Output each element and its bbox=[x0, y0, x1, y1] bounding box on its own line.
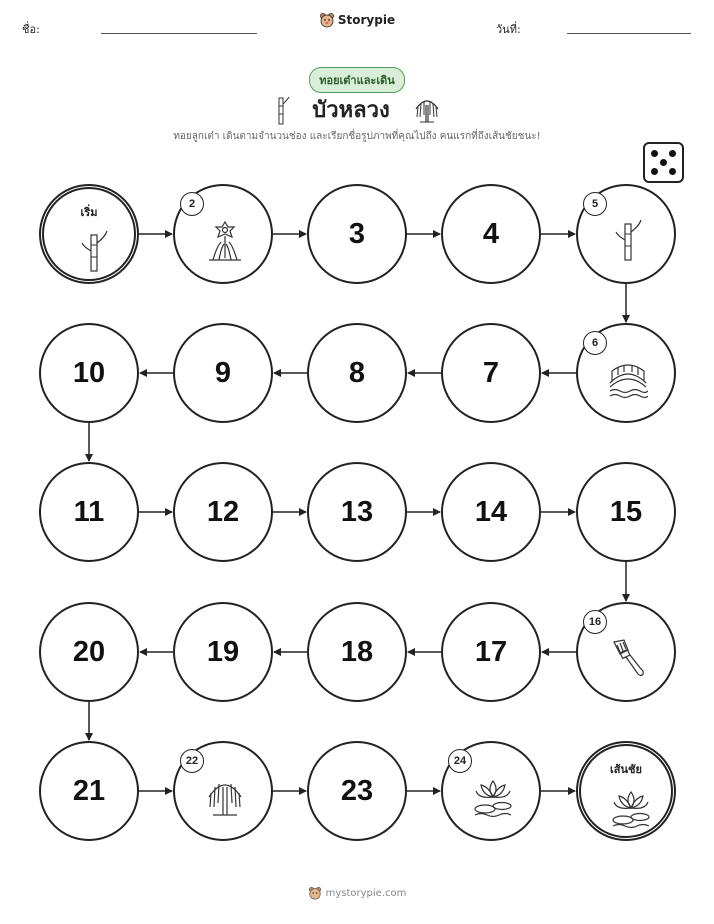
board-space-20[interactable] bbox=[39, 602, 139, 702]
board-space-13[interactable] bbox=[307, 462, 407, 562]
board-space-24[interactable] bbox=[441, 741, 541, 841]
space-number: 3 bbox=[348, 217, 366, 250]
paintbrush-icon bbox=[608, 636, 648, 680]
daffodil-icon bbox=[205, 218, 245, 262]
space-number-badge: 24 bbox=[448, 749, 472, 773]
space-number: 23 bbox=[340, 774, 374, 807]
space-number: 15 bbox=[609, 495, 643, 528]
footer-site: mystorypie.com bbox=[325, 887, 407, 899]
space-number-badge: 5 bbox=[583, 192, 607, 216]
board-space-9[interactable] bbox=[173, 323, 273, 423]
space-number: 21 bbox=[72, 774, 106, 807]
board-space-18[interactable] bbox=[307, 602, 407, 702]
board-space-10[interactable] bbox=[39, 323, 139, 423]
name-label: ชื่อ: bbox=[22, 23, 40, 36]
space-number: 7 bbox=[482, 356, 500, 389]
board-space-19[interactable] bbox=[173, 602, 273, 702]
space-label: เริ่ม bbox=[80, 206, 98, 219]
page-title: บัวหลวง bbox=[312, 98, 390, 123]
board-space-2[interactable] bbox=[173, 184, 273, 284]
start-space[interactable] bbox=[39, 184, 139, 284]
space-number: 20 bbox=[72, 635, 106, 668]
space-number: 8 bbox=[348, 356, 366, 389]
sugarcane-icon bbox=[74, 229, 114, 273]
board-space-16[interactable] bbox=[576, 602, 676, 702]
board-space-11[interactable] bbox=[39, 462, 139, 562]
bridge-icon bbox=[608, 357, 648, 401]
brand-name: Storypie bbox=[337, 13, 396, 27]
space-number: 9 bbox=[214, 356, 232, 389]
storypie-logo-icon bbox=[308, 886, 322, 900]
space-label: เส้นชัย bbox=[610, 763, 642, 776]
board-space-15[interactable] bbox=[576, 462, 676, 562]
sugarcane-icon bbox=[608, 218, 648, 262]
board-space-23[interactable] bbox=[307, 741, 407, 841]
lotus-icon bbox=[473, 775, 513, 819]
willow-tree-icon bbox=[205, 775, 245, 819]
instructions: ทอยลูกเต๋า เดินตามจำนวนช่อง และเรียกชื่อรูปภาพที่คุณไปถึง คนแรกที่ถึงเส้นชัยชนะ! bbox=[173, 131, 541, 142]
space-number: 19 bbox=[206, 635, 240, 668]
space-number-badge: 16 bbox=[583, 610, 607, 634]
board-space-17[interactable] bbox=[441, 602, 541, 702]
space-number: 14 bbox=[474, 495, 508, 528]
space-number: 10 bbox=[72, 356, 106, 389]
board-space-12[interactable] bbox=[173, 462, 273, 562]
board-space-22[interactable] bbox=[173, 741, 273, 841]
space-number: 11 bbox=[73, 495, 105, 528]
board-space-14[interactable] bbox=[441, 462, 541, 562]
space-number: 12 bbox=[206, 495, 240, 528]
date-label: วันที่: bbox=[496, 23, 521, 36]
finish-space[interactable] bbox=[576, 741, 676, 841]
space-number: 18 bbox=[340, 635, 374, 668]
board-space-5[interactable] bbox=[576, 184, 676, 284]
board-space-4[interactable] bbox=[441, 184, 541, 284]
space-number: 4 bbox=[482, 217, 500, 250]
footer bbox=[0, 886, 714, 903]
board-space-8[interactable] bbox=[307, 323, 407, 423]
space-number-badge: 22 bbox=[180, 749, 204, 773]
space-number: 17 bbox=[474, 635, 508, 668]
space-number: 13 bbox=[340, 495, 374, 528]
game-tag: ทอยเต๋าและเดิน bbox=[0, 67, 714, 93]
board-space-6[interactable] bbox=[576, 323, 676, 423]
board-space-7[interactable] bbox=[441, 323, 541, 423]
board-space-3[interactable] bbox=[307, 184, 407, 284]
lotus-icon bbox=[611, 786, 651, 830]
space-number-badge: 6 bbox=[583, 331, 607, 355]
board-space-21[interactable] bbox=[39, 741, 139, 841]
space-number-badge: 2 bbox=[180, 192, 204, 216]
